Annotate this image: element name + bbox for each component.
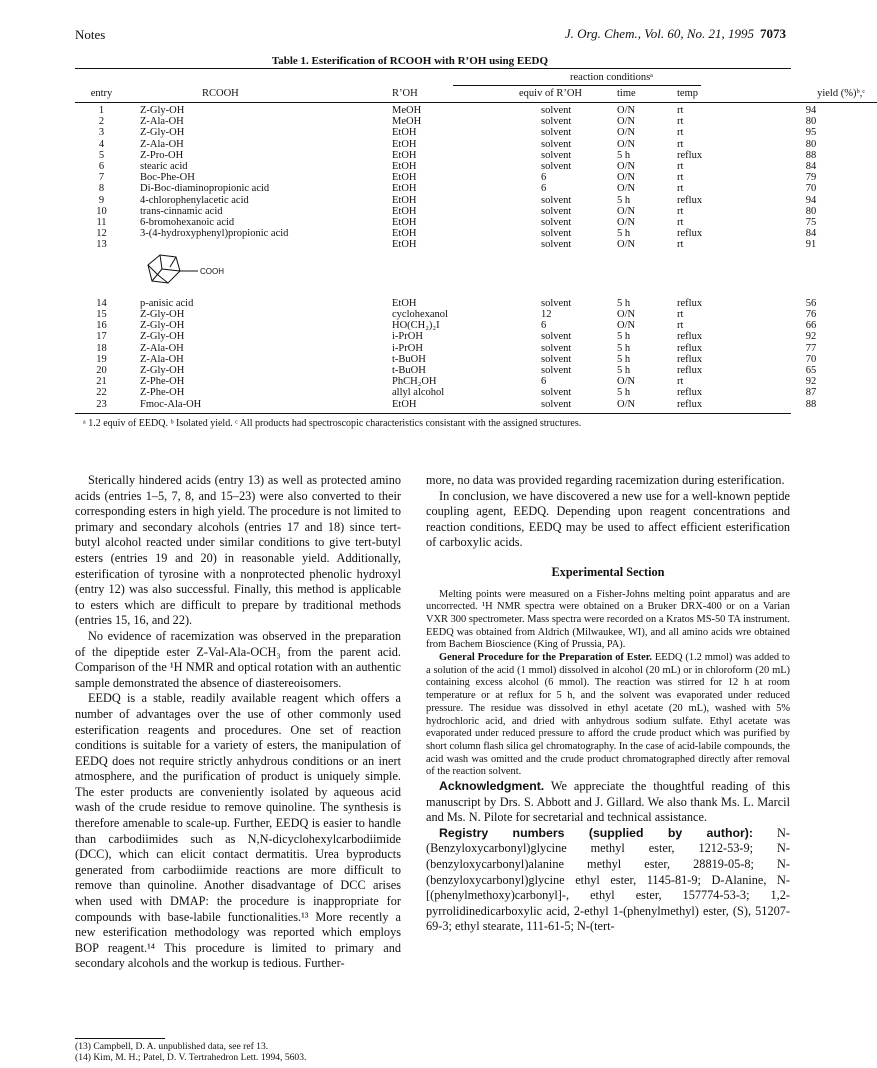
cell-yield: 70 [805, 353, 817, 365]
cell-entry: 7 [98, 172, 105, 184]
table-row [75, 399, 877, 410]
cell-entry: 3 [98, 127, 105, 139]
body-paragraph: No evidence of racemization was observed in the preparation of the dipeptide ester Z-Val-Ala-OCH₃ from the parent acid. Comparison of the ¹H NMR and optical rotation with an authentic sample demonstrated the absence of diastereoisomers. [75, 628, 401, 690]
cell-equiv: 12 [541, 309, 552, 321]
registry-title: Registry numbers (supplied by author): [439, 825, 753, 840]
cell-roh: allyl alcohol [392, 387, 445, 399]
cell-temp: rt [677, 105, 684, 116]
cell-roh: i-PrOH [392, 342, 423, 354]
cell-roh: EtOH [392, 149, 417, 161]
cell-entry: 6 [98, 161, 105, 173]
cell-time: O/N [617, 138, 636, 150]
cell-temp: rt [677, 376, 684, 388]
cell-time: O/N [617, 309, 636, 321]
table-1 [75, 68, 865, 429]
cell-yield: 70 [805, 183, 817, 195]
cell-entry: 12 [96, 228, 107, 240]
cell-equiv: solvent [541, 149, 572, 161]
table-row [75, 206, 877, 217]
cell-time: 5 h [617, 342, 631, 354]
cell-yield: 79 [805, 172, 817, 184]
cell-time: O/N [617, 161, 636, 173]
cell-yield: 94 [805, 105, 817, 116]
cell-rcooh: Z-Ala-OH [140, 116, 184, 128]
registry-text: N-(Benzyloxycarbonyl)glycine methyl ester, 1212-53-9; N-(benzyloxycarbonyl)alanine methyl ester, 28819-05-8; N-(benzyloxycarbonyl)glycine ethyl ester, 1145-81-9; D-Alanine, N-[(phenylmethoxy)carbonyl]-, ethyl ester, 157774-53-3; 1,2-pyrrolidinedicarboxylic acid, 2-ethyl 1-(phenylmethyl) ester, (S), 51207-69-3; ethyl stearate, 111-61-5; N-(tert- [426, 825, 790, 934]
cell-entry: 18 [96, 342, 107, 354]
body-paragraph: more, no data was provided regarding racemization during esterification. [426, 473, 785, 487]
cell-entry: 14 [96, 297, 107, 309]
table-row [75, 183, 877, 194]
experimental-paragraph: Melting points were measured on a Fisher-Johns melting point apparatus and are uncorrected. ¹H NMR spectra were obtained on a Bruker DRX-400 or on a Varian VXR 300 spectrometer. Mass spectra were recorded on a Kratos MS-50 TA instrument. EEDQ was obtained from Aldrich (Milwaukee, WI), and all amino acids wre obtained from Bachem Bioscience (King of Prussia, PA). [426, 588, 790, 651]
table-row [75, 298, 877, 309]
cell-equiv: 6 [541, 376, 547, 388]
experimental-section [426, 589, 790, 780]
cell-time: O/N [617, 320, 636, 332]
cell-yield: 65 [805, 365, 817, 377]
cell-yield: 84 [805, 228, 817, 240]
cell-roh: EtOH [392, 217, 417, 229]
cell-temp: reflux [677, 398, 703, 410]
cell-rcooh: Z-Gly-OH [140, 331, 185, 343]
cell-temp: reflux [677, 342, 703, 354]
table-row [75, 228, 877, 239]
reaction-conditions-rule [453, 85, 701, 86]
left-column [75, 473, 401, 972]
cell-entry: 15 [96, 309, 107, 321]
table-row [75, 387, 877, 398]
cell-time: O/N [617, 183, 636, 195]
cell-temp: rt [677, 116, 684, 128]
table-row [75, 309, 877, 320]
cell-equiv: solvent [541, 387, 572, 399]
col-temp: temp [677, 88, 698, 99]
right-column [426, 473, 790, 935]
cell-entry: 10 [96, 205, 107, 217]
cell-rcooh: Z-Gly-OH [140, 105, 185, 116]
acknowledgment-title: Acknowledgment. [439, 779, 545, 794]
cell-equiv: solvent [541, 365, 572, 377]
cell-temp: reflux [677, 149, 703, 161]
table-row [75, 239, 877, 250]
cell-roh: EtOH [392, 398, 417, 410]
cell-time: O/N [617, 105, 636, 116]
cell-equiv: 6 [541, 320, 547, 332]
cell-rcooh: Z-Gly-OH [140, 127, 185, 139]
cell-equiv: 6 [541, 183, 547, 195]
page-number: 7073 [760, 26, 786, 41]
cell-entry: 16 [96, 320, 107, 332]
col-entry: entry [90, 88, 113, 99]
cell-rcooh: Z-Ala-OH [140, 138, 184, 150]
cell-yield: 92 [805, 331, 817, 343]
general-procedure-text: EEDQ (1.2 mmol) was added to a solution of the acid (1 mmol) dissolved in alcohol (20 mL) or in chloroform (20 mL) containing excess alcohol (6 mmol). The reaction was stirred for 12 h at room temperature or at reflux for 5 h, and the solvent was evaporated under reduced pressure. The residue was dissolved in ethyl acetate (20 mL), washed with 5% hydrochloric acid, and dried with anhydrous sodium sulfate. Ethyl acetate was evaporated under reduced pressure to afford the crude product which was purified by short column flash silica gel chromatography. In the case of acid-labile compounds, the acid wash was omitted and the crude product chromatographed directly after removal of the reaction solvent. [426, 652, 790, 778]
adamantane-structure-icon [140, 251, 250, 295]
footnote-14: (14) Kim, M. H.; Patel, D. V. Tertrahedron Lett. 1994, 5603. [75, 1052, 307, 1063]
cell-time: O/N [617, 172, 636, 184]
cell-roh: i-PrOH [392, 331, 423, 343]
cell-roh: cyclohexanol [392, 309, 448, 321]
cell-yield: 92 [805, 376, 817, 388]
cell-rcooh: Z-Gly-OH [140, 365, 185, 377]
cell-roh: t-BuOH [392, 365, 426, 377]
cell-yield: 56 [805, 297, 817, 309]
cell-time: O/N [617, 127, 636, 139]
table-row [75, 331, 877, 342]
cell-rcooh: Z-Pro-OH [140, 149, 184, 161]
cell-yield: 80 [805, 116, 817, 128]
cell-rcooh: p-anisic acid [140, 297, 194, 309]
cell-rcooh: 6-bromohexanoic acid [140, 217, 235, 229]
cell-roh: MeOH [392, 116, 422, 128]
cell-temp: reflux [677, 297, 703, 309]
footnote-13: (13) Campbell, D. A. unpublished data, see ref 13. [75, 1041, 269, 1052]
cell-temp: rt [677, 217, 684, 229]
cell-rcooh: 4-chlorophenylacetic acid [140, 194, 249, 206]
cell-roh: EtOH [392, 228, 417, 240]
registry-paragraph [426, 826, 790, 935]
cell-yield: 80 [805, 138, 817, 150]
footnote-rule [75, 1038, 165, 1039]
table-body [75, 105, 877, 410]
cell-entry: 17 [96, 331, 107, 343]
cooh-label: COOH [200, 266, 224, 276]
cell-time: O/N [617, 116, 636, 128]
cell-yield: 84 [805, 161, 817, 173]
cell-entry: 5 [98, 149, 105, 161]
cell-yield: 76 [805, 309, 817, 321]
cell-yield: 87 [805, 387, 817, 399]
cell-yield: 66 [805, 320, 817, 332]
cell-time: O/N [617, 217, 636, 229]
cell-equiv: solvent [541, 105, 572, 116]
cell-yield: 80 [805, 205, 817, 217]
cell-time: 5 h [617, 228, 631, 240]
cell-roh: EtOH [392, 297, 417, 309]
cell-roh: EtOH [392, 183, 417, 195]
cell-entry: 8 [98, 183, 105, 195]
cell-time: 5 h [617, 365, 631, 377]
table-row [75, 195, 877, 206]
cell-rcooh: stearic acid [140, 161, 188, 173]
cell-rcooh: Z-Ala-OH [140, 353, 184, 365]
cell-entry: 11 [96, 217, 107, 229]
table-row [75, 343, 877, 354]
cell-temp: rt [677, 320, 684, 332]
cell-time: 5 h [617, 353, 631, 365]
table-row [75, 376, 877, 387]
cell-entry: 13 [96, 239, 107, 251]
table-row [75, 105, 877, 116]
cell-temp: reflux [677, 365, 703, 377]
cell-entry: 19 [96, 353, 107, 365]
cell-roh: PhCH₂OH [392, 376, 437, 388]
cell-time: 5 h [617, 194, 631, 206]
cell-rcooh: 3-(4-hydroxyphenyl)propionic acid [140, 228, 289, 240]
cell-rcooh: Boc-Phe-OH [140, 172, 195, 184]
cell-time: O/N [617, 239, 636, 251]
cell-yield: 88 [805, 149, 817, 161]
cell-equiv: solvent [541, 194, 572, 206]
experimental-heading: Experimental Section [551, 564, 665, 579]
table-row [75, 139, 877, 150]
structure-row [75, 251, 877, 298]
cell-rcooh: Fmoc-Ala-OH [140, 398, 202, 410]
cell-time: 5 h [617, 297, 631, 309]
cell-yield: 94 [805, 194, 817, 206]
table-row [75, 365, 877, 376]
col-yield: yield (%)ᵇ,ᶜ [817, 88, 865, 99]
cell-equiv: solvent [541, 116, 572, 128]
journal-citation: J. Org. Chem., Vol. 60, No. 21, 1995 [564, 26, 754, 41]
cell-yield: 95 [805, 127, 817, 139]
cell-temp: reflux [677, 194, 703, 206]
cell-rcooh [140, 239, 392, 250]
reaction-conditions-label: reaction conditionsᵃ [570, 72, 654, 83]
cell-equiv: solvent [541, 297, 572, 309]
cell-temp: reflux [677, 228, 703, 240]
table-row [75, 354, 877, 365]
cell-equiv: solvent [541, 228, 572, 240]
table-row [75, 172, 877, 183]
section-label: Notes [75, 27, 106, 42]
cell-roh: EtOH [392, 239, 417, 251]
cell-roh: EtOH [392, 205, 417, 217]
cell-equiv: solvent [541, 353, 572, 365]
reaction-conditions-header [75, 69, 791, 86]
cell-roh: MeOH [392, 105, 422, 116]
cell-time: 5 h [617, 331, 631, 343]
col-roh: R’OH [392, 88, 418, 99]
table-row [75, 150, 877, 161]
cell-temp: rt [677, 239, 684, 251]
table-row [75, 217, 877, 228]
cell-rcooh: Z-Gly-OH [140, 320, 185, 332]
cell-rcooh: Z-Phe-OH [140, 376, 185, 388]
cell-rcooh: Z-Phe-OH [140, 387, 185, 399]
table-header-row [75, 86, 877, 103]
table-row [75, 127, 877, 138]
esterification-table [75, 86, 877, 410]
acknowledgment-text: We appreciate the thoughtful reading of this manuscript by Drs. S. Abbott and J. Gillard. We also thank Ms. L. Marcil and Ms. N. Pilote for secretarial and technical assistance. [426, 779, 790, 825]
cell-roh: EtOH [392, 138, 417, 150]
cell-equiv: 6 [541, 172, 547, 184]
general-procedure-title: General Procedure for the Preparation of Ester. [439, 652, 653, 664]
cell-entry: 2 [98, 116, 105, 128]
cell-entry: 1 [98, 105, 105, 116]
cell-temp: rt [677, 172, 684, 184]
cell-temp: rt [677, 205, 684, 217]
cell-equiv: solvent [541, 127, 572, 139]
table-row [75, 161, 877, 172]
cell-roh: t-BuOH [392, 353, 426, 365]
cell-entry: 22 [96, 387, 107, 399]
cell-temp: rt [677, 161, 684, 173]
cell-entry: 9 [98, 194, 105, 206]
cell-equiv: solvent [541, 331, 572, 343]
cell-roh: EtOH [392, 161, 417, 173]
cell-temp: reflux [677, 353, 703, 365]
cell-equiv: solvent [541, 239, 572, 251]
table-row [75, 116, 877, 127]
cell-temp: reflux [677, 387, 703, 399]
table-title: Table 1. Esterification of RCOOH with R’OH using EEDQ [271, 55, 549, 67]
cell-time: 5 h [617, 149, 631, 161]
cell-rcooh: trans-cinnamic acid [140, 205, 223, 217]
running-header [565, 26, 786, 42]
cell-equiv: solvent [541, 217, 572, 229]
cell-rcooh: Z-Gly-OH [140, 309, 185, 321]
cell-equiv: solvent [541, 161, 572, 173]
acknowledgment-paragraph [426, 779, 790, 826]
cell-temp: reflux [677, 331, 703, 343]
cell-equiv: solvent [541, 205, 572, 217]
cell-rcooh: Di-Boc-diaminopropionic acid [140, 183, 270, 195]
body-paragraph: Sterically hindered acids (entry 13) as well as protected amino acids (entries 1–5, 7, 8, and 15–23) were also converted to their corresponding esters in high yield. The procedure is not limited to primary and secondary alcohols (entries 17 and 18) since tert-butyl alcohol reacted under similar conditions to give tert-butyl esters (entries 19 and 20) in reasonable yield. Additionally, esterification of tyrosine with a nonprotected phenolic hydroxyl (entry 12) was also successful. Finally, this method is applicable to esters which are difficult to prepare by traditional methods (entries 15, 16, and 22). [75, 473, 401, 628]
cell-time: O/N [617, 376, 636, 388]
cell-equiv: solvent [541, 342, 572, 354]
col-equiv: equiv of R’OH [519, 88, 582, 99]
cell-roh: EtOH [392, 194, 417, 206]
cell-temp: rt [677, 127, 684, 139]
cell-entry: 23 [96, 398, 107, 410]
cell-entry: 4 [98, 138, 105, 150]
table-footnote: ᵃ 1.2 equiv of EEDQ. ᵇ Isolated yield. ᶜ All products had spectroscopic characteristics consistant with the assigned structures. [83, 417, 582, 429]
cell-temp: rt [677, 183, 684, 195]
cell-time: 5 h [617, 387, 631, 399]
cell-equiv: solvent [541, 138, 572, 150]
body-paragraph: EEDQ is a stable, readily available reagent which offers a number of advantages over the use of other commonly used esterification reagents and procedures. One set of reaction conditions is suitable for a variety of esters, the manipulation of EEDQ does not require strictly anhydrous conditions or an inert atmosphere, and the purification of product is uniquely simple. The ester products are conveniently isolated by aqueous acid wash of the crude residue to remove quinoline. The synthesis is therefore amenable to scale-up. Further, EEDQ is easier to handle than carbodiimides such as N,N-dicyclohexylcarbodiimide (DCC), which can elicit contact dermatitis. Urea byproducts generated from carbodiimide reactions are more difficult to remove than quinoline. Another disadvantage of DCC arises when used with DMAP: the procedure is inappropriate for compounds with base-labile functionalities.¹³ More recently a new esterification methodology was reported which employs BOP reagent.¹⁴ This procedure is limited to primary and secondary alcohols and the workup is tedious. Further- [75, 691, 401, 971]
cell-entry: 21 [96, 376, 107, 388]
cell-temp: rt [677, 138, 684, 150]
col-time: time [617, 88, 636, 99]
cell-yield: 88 [805, 398, 817, 410]
col-rcooh: RCOOH [202, 88, 239, 99]
cell-yield: 91 [805, 239, 817, 251]
cell-entry: 20 [96, 365, 107, 377]
cell-temp: rt [677, 309, 684, 321]
cell-roh: HO(CH₂)₂I [392, 320, 440, 332]
body-paragraph: In conclusion, we have discovered a new use for a well-known peptide coupling agent, EEDQ. Depending upon reagent concentrations and reaction conditions, EEDQ may be used to affect efficient esterification of carboxylic acids. [426, 488, 790, 550]
cell-time: O/N [617, 398, 636, 410]
table-row [75, 320, 877, 331]
cell-yield: 75 [805, 217, 817, 229]
cell-roh: EtOH [392, 127, 417, 139]
cell-rcooh: Z-Ala-OH [140, 342, 184, 354]
cell-yield: 77 [805, 342, 817, 354]
cell-time: O/N [617, 205, 636, 217]
cell-equiv: solvent [541, 398, 572, 410]
cell-roh: EtOH [392, 172, 417, 184]
general-procedure-paragraph [426, 652, 790, 779]
